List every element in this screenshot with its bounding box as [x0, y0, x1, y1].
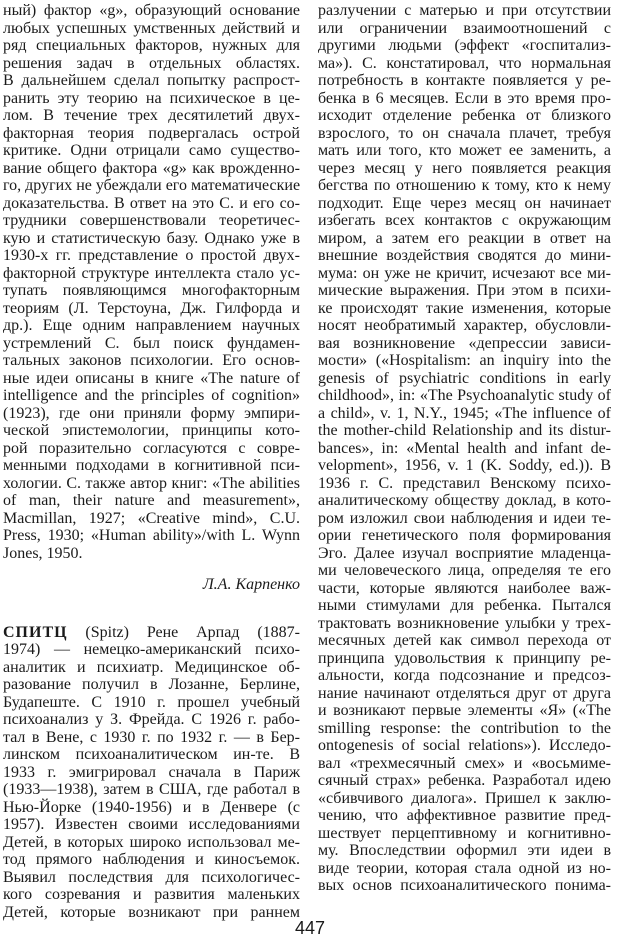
text-line: другими людьми (эффект «госпитализ- — [318, 37, 611, 54]
text-line: кую и статистическую базу. Однако уже в — [3, 229, 300, 247]
entry-body — [3, 641, 300, 921]
text-line: 1974) — немецко-американский психо- — [3, 641, 300, 658]
entry-heading-rest: (Spitz) Рене Арпад (1887- — [67, 623, 300, 641]
text-line: ма»). С. констатировал, что нормальная — [318, 54, 611, 72]
text-line: тал в Вене, с 1930 г. по 1932 г. — в Бер- — [3, 728, 300, 746]
text-line: Macmillan, 1927; «Creative mind», C.U. — [3, 509, 300, 527]
text-line: трудники совершенствовали теоретичес- — [3, 212, 300, 229]
text-line: и возникают первые элементы «Я» («The — [318, 702, 611, 719]
text-line: или ограничении взаимоотношений с — [318, 19, 611, 37]
text-line: виде теории, которая стала одной из но- — [318, 859, 611, 877]
text-line: теориям (Л. Терстоуна, Дж. Гилфорда и — [3, 299, 300, 317]
text-line: Будапеште. С 1910 г. прошел учебный — [3, 693, 300, 711]
text-line: genesis of psychiatric conditions in early — [318, 369, 611, 387]
text-line: Эго. Далее изучал восприятие младенца- — [318, 544, 611, 562]
text-line: сячный страх» ребенка. Разработал идею — [318, 772, 611, 789]
text-line: ческой эпистемологии, принципы кото- — [3, 422, 300, 439]
text-line: кого созревания и развития маленьких — [3, 886, 300, 903]
text-line: бегства по отношению к тому, кто к нему — [318, 177, 611, 194]
text-line: мические выражения. При этом в психи- — [318, 282, 611, 299]
text-line: мать или того, кто может ее заменить, а — [318, 142, 611, 159]
text-block-spearman-continued — [3, 2, 300, 562]
text-line: бенка в 6 месяцев. Если в это время про- — [318, 89, 611, 107]
text-line: исходит отделение ребенка от близкого — [318, 107, 611, 124]
text-line: Выявил последствия для психологичес- — [3, 868, 300, 886]
text-line: му. Впоследствии оформил эти идеи в — [318, 842, 611, 859]
right-column — [318, 2, 611, 895]
text-line: хологии. С. также автор книг: «The abilities — [3, 474, 300, 492]
text-line: 1957). Известен своими исследованиями — [3, 816, 300, 833]
text-line: части, которые являются наиболее важ- — [318, 579, 611, 597]
text-line: месячных детей как символ перехода от — [318, 632, 611, 649]
text-line: (1933—1938), затем в США, где работал в — [3, 781, 300, 798]
text-line: вание общего фактора «g» как врожденно- — [3, 159, 300, 177]
text-line: ными стимулами для ребенка. Пытался — [318, 597, 611, 614]
left-column — [3, 2, 300, 921]
text-line: velopment», 1956, v. 1 (K. Soddy, ed.)). В — [318, 457, 611, 474]
text-line: Детей, в которых широко использовал ме- — [3, 833, 300, 851]
text-line: Детей, которые возникают при раннем — [3, 903, 300, 921]
text-line: ке происходят такие изменения, которые — [318, 299, 611, 317]
text-line: «сбивчивого диалога». Пришел к заклю- — [318, 789, 611, 807]
text-line: В дальнейшем сделал попытку распрост- — [3, 72, 300, 89]
text-line: го, других не убеждали его математические — [3, 177, 301, 194]
text-line: Press, 1930; «Human ability»/with L. Wynn — [3, 527, 300, 544]
text-line: через месяц у него появляется реакция — [318, 159, 611, 177]
text-line: тупать появляющимся многофакторным — [3, 282, 300, 299]
text-line: ряд специальных факторов, нужных для — [3, 37, 300, 54]
text-line: любых успешных умственных действий и — [3, 19, 300, 37]
text-line: (1923), где они приняли форму эмпири- — [3, 404, 300, 422]
text-line: доказательства. В ответ на это С. и его со- — [3, 194, 300, 212]
text-line: ми человеческого лица, определяя те его — [318, 562, 611, 579]
text-line: вая возникновение «депрессии зависи- — [318, 334, 611, 352]
text-line: bances», in: «Mental health and infant de- — [318, 439, 611, 457]
text-line: 1930-х гг. представление о простой двух- — [3, 247, 300, 264]
text-line: устремлений С. был поиск фундамен- — [3, 334, 300, 352]
text-line: потребность в контакте появляется у ре- — [318, 72, 611, 89]
text-line: нание начинают отделяться друг от друга — [318, 684, 611, 702]
text-line: психоанализ у З. Фрейда. С 1926 г. рабо- — [3, 711, 300, 728]
text-line: ранить эту теорию на психическое в це- — [3, 89, 300, 107]
text-block-spitz-continued — [318, 2, 611, 895]
text-line: a child», v. 1, N.Y., 1945; «The influence of — [318, 404, 611, 422]
text-line: ный) фактор «g», образующий основание — [3, 2, 300, 19]
entry-heading-line — [3, 624, 300, 642]
text-line: of man, their nature and measurement», — [3, 492, 300, 509]
text-line: взрослого, то он сначала плачет, требуя — [318, 124, 611, 142]
text-line: вых основ психоаналитического понима- — [318, 877, 611, 894]
text-line: разование получил в Лозанне, Берлине, — [3, 676, 300, 693]
text-line: тальных законов психологии. Его основ- — [3, 352, 300, 369]
entry-term: СПИТЦ — [3, 623, 68, 641]
text-line: мости» («Hospitalism: an inquiry into the — [318, 352, 611, 369]
text-line: аналитик и психиатр. Медицинское об- — [3, 658, 300, 676]
text-line: Jones, 1950. — [3, 544, 83, 562]
text-line: вал «трехмесячный смех» и «восьмиме- — [318, 754, 611, 772]
text-line: smilling response: the contribution to the — [318, 719, 611, 737]
text-line: трактовать возникновение улыбки у трех- — [318, 614, 611, 632]
text-line: 1933 г. эмигрировал сначала в Париж — [3, 763, 300, 781]
text-line: мума: он уже не кричит, исчезают все ми- — [318, 264, 611, 282]
text-line: принципа удовольствия к принципу ре- — [318, 649, 611, 667]
text-line: 1936 г. С. представил Венскому психо- — [318, 474, 611, 492]
text-line: лом. В течение трех десятилетий двух- — [3, 107, 300, 124]
text-line: альности, когда подсознание и предсоз- — [318, 667, 611, 684]
text-line: чению, что аффективное развитие пред- — [318, 807, 611, 824]
entry-spitz — [3, 624, 300, 922]
text-line: менными подходами в когнитивной пси- — [3, 457, 300, 474]
text-line: подходит. Еще через месяц он начинает — [318, 194, 611, 212]
text-line: внешние воздействия сводятся до мини- — [318, 247, 611, 264]
text-line: рой поразительно согласуются с совре- — [3, 439, 300, 457]
text-line: разлучении с матерью и при отсутствии — [318, 2, 611, 19]
page-number: 447 — [294, 918, 326, 938]
text-line: the mother-child Relationship and its distur- — [318, 422, 611, 439]
text-line: критике. Одни отрицали само существо- — [3, 142, 300, 159]
text-line: избегать всех контактов с окружающим — [318, 212, 611, 229]
article-author: Л.А. Карпенко — [202, 576, 300, 593]
text-line: intelligence and the principles of cognition» — [3, 387, 300, 404]
text-line: ром изложил свои наблюдения и идеи те- — [318, 509, 611, 527]
text-line: факторной структуре интеллекта стало ус- — [3, 264, 300, 282]
text-line: ontogenesis of social relations»). Исследо- — [318, 737, 611, 754]
text-line: факторная теория подвергалась острой — [3, 124, 300, 142]
text-line: решения задач в отдельных областях. — [3, 54, 300, 72]
text-line: Нью-Йорке (1940-1956) и в Денвере (с — [3, 798, 300, 816]
text-line: ории генетического поля формирования — [318, 527, 611, 544]
text-line: линском психоаналитическом ин-те. В — [3, 746, 300, 763]
text-line: ные идеи описаны в книге «The nature of — [3, 369, 300, 387]
text-line: шествует перцептивному и когнитивно- — [318, 824, 611, 842]
text-line: носят необратимый характер, обусловли- — [318, 317, 611, 334]
text-line: др.). Еще одним направлением научных — [3, 317, 300, 334]
text-line: childhood», in: «The Psychoanalytic study of — [318, 387, 611, 404]
text-line: тод прямого наблюдения и киносъемок. — [3, 851, 300, 868]
text-line: аналитическому обществу доклад, в кото- — [318, 492, 611, 509]
text-line: миром, а затем его реакции в ответ на — [318, 229, 611, 247]
